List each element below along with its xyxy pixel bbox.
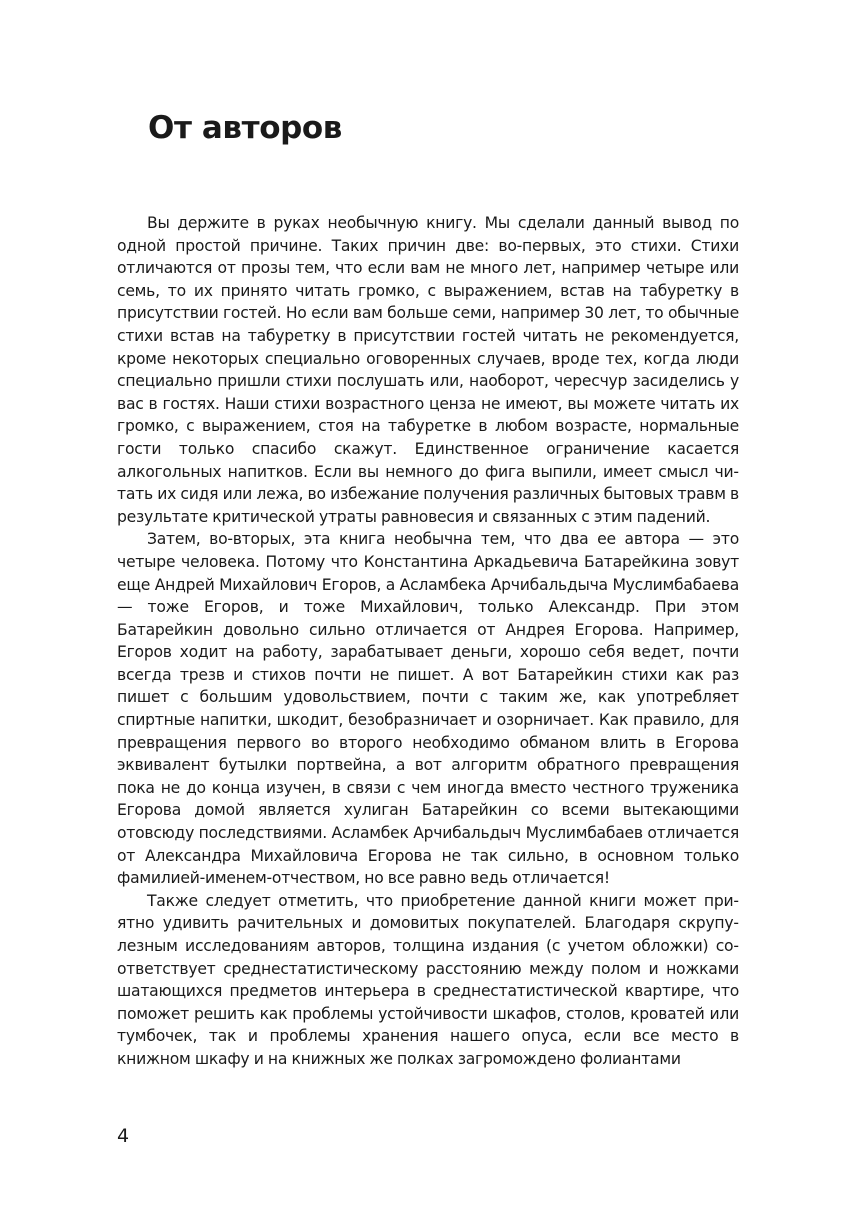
page-number: 4 — [117, 1125, 130, 1147]
paragraph-1: Вы держите в руках необычную книгу. Мы сделали данный вывод по одной простой причине. Таких причин две: во-первых, это стихи. Стихи отличаются от прозы тем, что если вам не много лет, например четыре или семь, то их принято читать громко, с выражением, встав на табуретку в присутствии гостей. Но если вам больше семи, например 30 лет, то обычные стихи встав на табуретку в присутствии гостей читать не рекомендуется, кроме некоторых специально оговоренных случаев, вроде тех, когда люди специально пришли стихи послушать или, наоборот, чересчур засиделись у вас в гостях. Наши стихи возрастного ценза не имеют, вы можете читать их громко, с выражением, стоя на табуретке в любом возрасте, нормальные гости только спасибо скажут. Единственное ограничение касается алкогольных напитков. Если вы немного до фига выпили, имеет смысл читать их сидя или лежа, во избежание получения различных бытовых травм в результате критической утраты равновесия и связанных с этим падений. — [117, 214, 739, 526]
paragraph-3: Также следует отметить, что приобретение данной книги может приятно удивить рачительных и домовитых покупателей. Благодаря скрупулезным исследованиям авторов, толщина издания (с учетом обложки) соответствует среднестатистическому расстоянию между полом и ножками шатающихся предметов интерьера в среднестатистической квартире, что поможет решить как проблемы устойчивости шкафов, столов, кроватей или тумбочек, так и проблемы хранения нашего опуса, если все место в книжном шкафу и на книжных же полках загромождено фолиантами — [117, 891, 739, 1068]
body-text — [117, 212, 739, 1071]
paragraph-2: Затем, во-вторых, эта книга необычна тем, что два ее автора — это четыре человека. Потому что Константина Аркадьевича Батарейкина зовут еще Андрей Михайлович Егоров, а Асламбека Арчибальдыча Муслимбабаева — тоже Егоров, и тоже Михайлович, только Александр. При этом Батарейкин довольно сильно отличается от Андрея Егорова. Например, Егоров ходит на работу, зарабатывает деньги, хорошо себя ведет, почти всегда трезв и стихов почти не пишет. А вот Батарейкин стихи как раз пишет с большим удовольствием, почти с таким же, как употребляет спиртные напитки, шкодит, безобразничает и озорничает. Как правило, для превращения первого во второго необходимо обманом влить в Егорова эквивалент бутылки портвейна, а вот алгоритм обратного превращения пока не до конца изучен, в связи с чем иногда вместо честного труженика Егорова домой является хулиган Батарейкин со всеми вытекающими отовсюду последствиями. Асламбек Арчибальдыч Муслимбабаев отличается от Александра Михайловича Егорова не так сильно, в основном только фамилией-именем-отчеством, но все равно ведь отличается! — [117, 530, 739, 888]
page-title: От авторов — [148, 110, 343, 146]
